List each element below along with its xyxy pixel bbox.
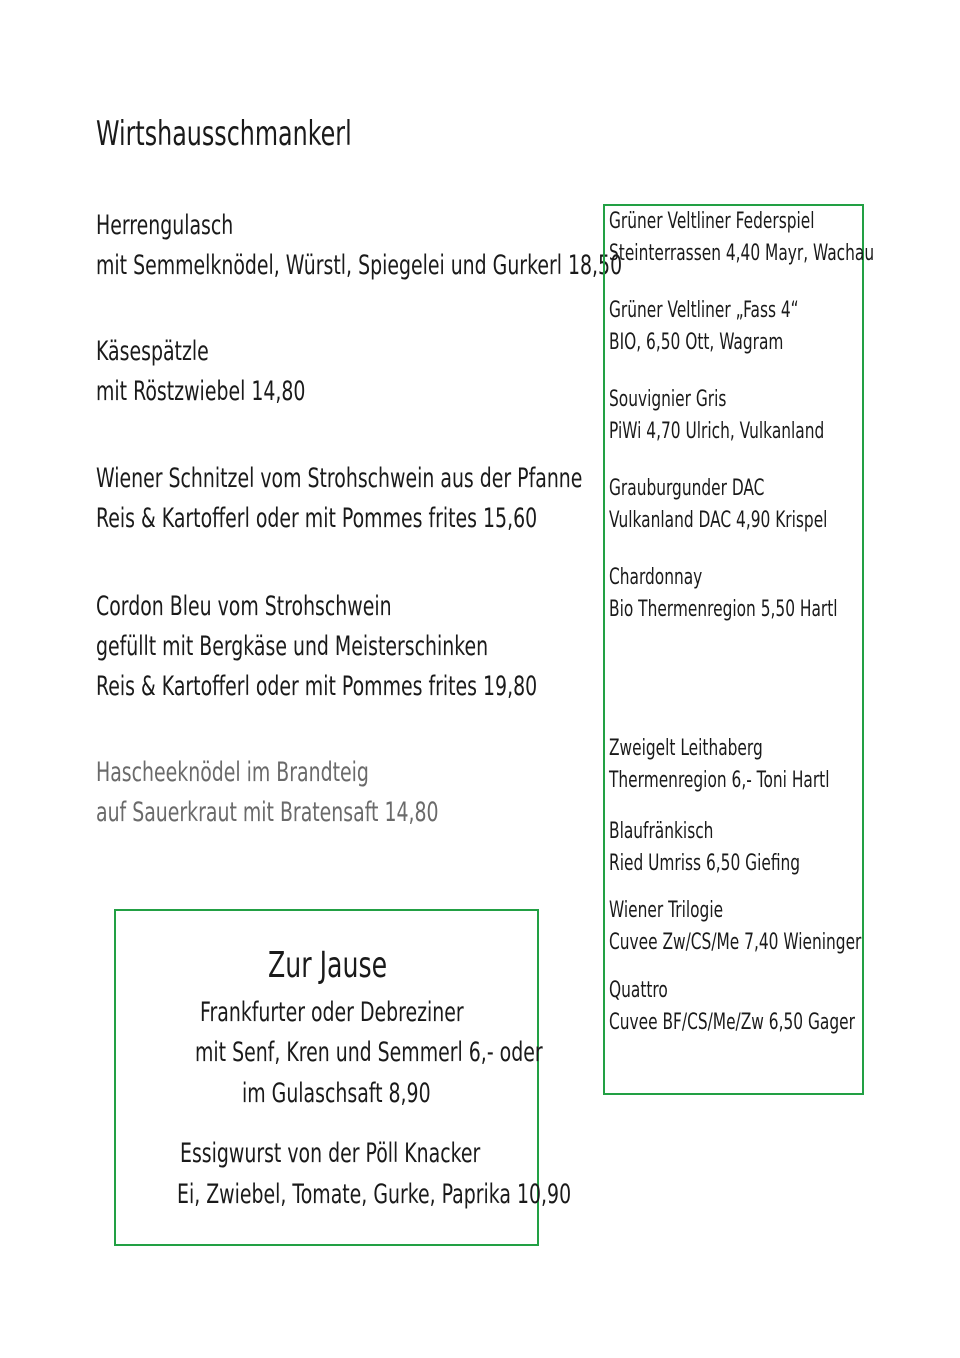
wine-name: Chardonnay (609, 565, 703, 590)
dish-name: Hascheeknödel im Brandteig (96, 757, 369, 788)
wine-item (609, 206, 960, 270)
wine-description: Thermenregion 6,- Toni Hartl (609, 768, 830, 793)
wine-item (609, 295, 880, 359)
wine-description: Steinterrassen 4,40 Mayr, Wachau (609, 241, 875, 266)
wine-description: Vulkanland DAC 4,90 Krispel (609, 508, 828, 533)
wine-name: Grauburgunder DAC (609, 476, 765, 501)
dish-hascheeknoedel (96, 753, 585, 833)
jause-line: mit Senf, Kren und Semmerl 6,- oder (195, 1037, 543, 1068)
dish-description: auf Sauerkraut mit Bratensaft 14,80 (96, 797, 439, 828)
wine-description: BIO, 6,50 Ott, Wagram (609, 330, 784, 355)
dish-description: gefüllt mit Bergkäse und Meisterschinken (96, 631, 489, 662)
wine-description: Cuvee Zw/CS/Me 7,40 Wieninger (609, 930, 862, 955)
dish-description: Reis & Kartofferl oder mit Pommes frites 19,80 (96, 671, 538, 702)
dish-description: Reis & Kartofferl oder mit Pommes frites 15,60 (96, 503, 538, 534)
dish-name: Herrengulasch (96, 210, 234, 241)
dish-description: mit Röstzwiebel 14,80 (96, 376, 306, 407)
jause-line: Frankfurter oder Debreziner (200, 997, 464, 1028)
wine-name: Grüner Veltliner Federspiel (609, 209, 815, 234)
wine-description: Bio Thermenregion 5,50 Hartl (609, 597, 838, 622)
wine-item (609, 895, 960, 959)
wine-item (609, 975, 960, 1039)
page-title: Wirtshausschmankerl (96, 114, 352, 154)
wine-description: PiWi 4,70 Ulrich, Vulkanland (609, 419, 825, 444)
wine-item (609, 816, 882, 880)
dish-name: Käsespätzle (96, 336, 209, 367)
wine-description: Cuvee BF/CS/Me/Zw 6,50 Gager (609, 1010, 855, 1035)
dish-name: Cordon Bleu vom Strohschwein (96, 591, 392, 622)
dish-description: mit Semmelknödel, Würstl, Spiegelei und Gurkerl 18,50 (96, 250, 623, 281)
jause-line: Essigwurst von der Pöll Knacker (180, 1138, 481, 1169)
dish-name: Wiener Schnitzel vom Strohschwein aus der Pfanne (96, 463, 583, 494)
jause-line: Ei, Zwiebel, Tomate, Gurke, Paprika 10,90 (177, 1179, 572, 1210)
wine-description: Ried Umriss 6,50 Giefing (609, 851, 801, 876)
jause-line: im Gulaschsaft 8,90 (242, 1078, 431, 1109)
wine-name: Zweigelt Leithaberg (609, 736, 763, 761)
wine-item (609, 473, 921, 537)
wine-item (609, 733, 924, 797)
wine-name: Quattro (609, 978, 668, 1003)
wine-name: Blaufränkisch (609, 819, 714, 844)
wine-item (609, 384, 917, 448)
wine-name: Wiener Trilogie (609, 898, 724, 923)
jause-title: Zur Jause (268, 945, 388, 986)
dish-kaesespaetzle (96, 332, 395, 412)
wine-item (609, 562, 936, 626)
wine-name: Grüner Veltliner „Fass 4“ (609, 298, 799, 323)
wine-name: Souvignier Gris (609, 387, 727, 412)
